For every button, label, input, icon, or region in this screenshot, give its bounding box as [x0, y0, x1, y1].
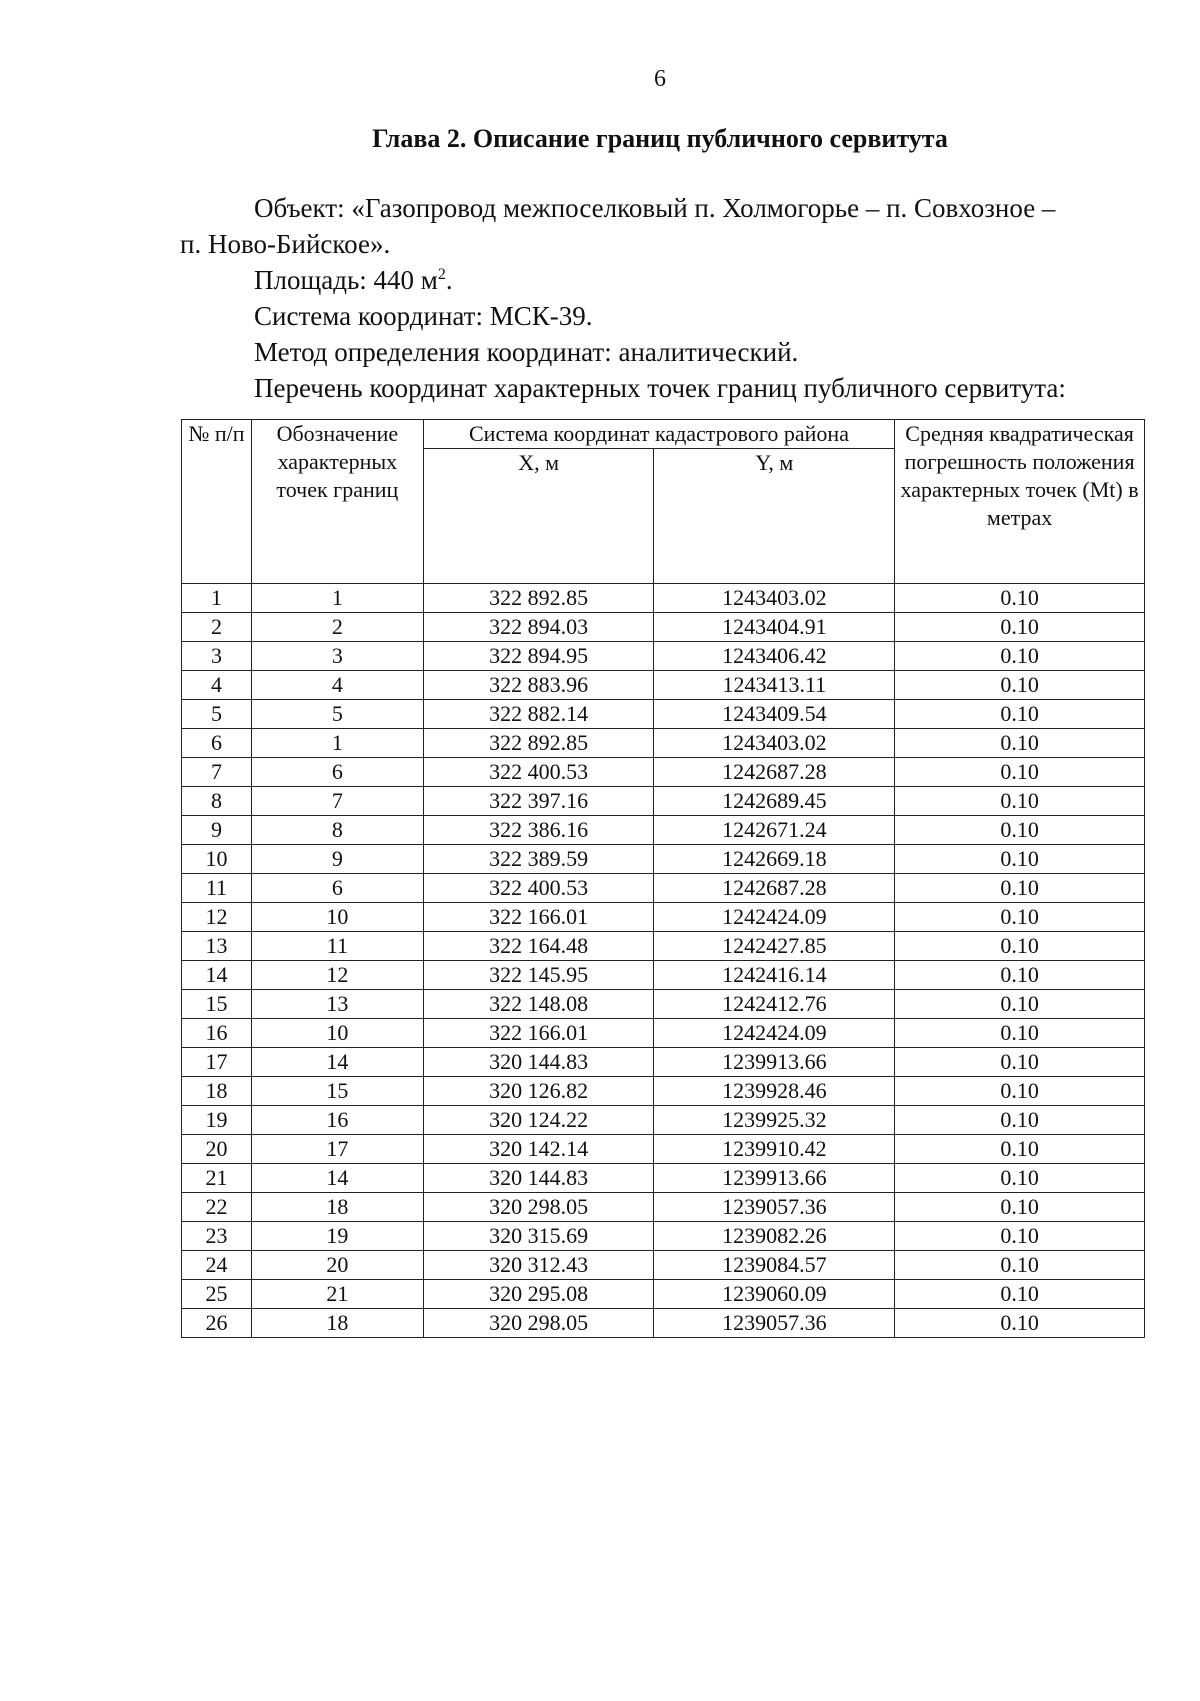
cell-x: 322 166.01: [423, 903, 654, 932]
coord-system-line: Система координат: МСК-39.: [254, 301, 593, 331]
cell-point: 5: [251, 700, 423, 729]
area-unit-superscript: 2: [437, 266, 446, 283]
table-row: [182, 671, 1145, 700]
cell-point: 9: [251, 845, 423, 874]
cell-mt: 0.10: [895, 874, 1145, 903]
cell-y: 1242689.45: [654, 787, 895, 816]
cell-x: 322 389.59: [423, 845, 654, 874]
area-line: [180, 262, 1112, 298]
cell-y: 1243406.42: [654, 642, 895, 671]
cell-y: 1242424.09: [654, 903, 895, 932]
cell-num: 26: [182, 1309, 252, 1338]
coordinates-table: [181, 419, 1145, 1338]
cell-x: 320 126.82: [423, 1077, 654, 1106]
table-row: [182, 700, 1145, 729]
cell-mt: 0.10: [895, 729, 1145, 758]
cell-y: 1242687.28: [654, 758, 895, 787]
cell-num: 10: [182, 845, 252, 874]
table-row: [182, 816, 1145, 845]
cell-point: 1: [251, 584, 423, 613]
header-num: № п/п: [182, 420, 252, 584]
cell-num: 23: [182, 1222, 252, 1251]
page-number: 6: [654, 66, 666, 92]
cell-x: 322 400.53: [423, 874, 654, 903]
cell-x: 322 164.48: [423, 932, 654, 961]
table-row: [182, 1077, 1145, 1106]
cell-x: 322 386.16: [423, 816, 654, 845]
table-row: [182, 1135, 1145, 1164]
cell-point: 20: [251, 1251, 423, 1280]
table-row: [182, 1222, 1145, 1251]
cell-num: 5: [182, 700, 252, 729]
table-row: [182, 613, 1145, 642]
cell-num: 20: [182, 1135, 252, 1164]
cell-x: 320 295.08: [423, 1280, 654, 1309]
cell-point: 18: [251, 1193, 423, 1222]
cell-mt: 0.10: [895, 787, 1145, 816]
table-row: [182, 584, 1145, 613]
cell-num: 15: [182, 990, 252, 1019]
cell-y: 1242687.28: [654, 874, 895, 903]
header-coord-group: Система координат кадастрового района: [423, 420, 894, 449]
cell-mt: 0.10: [895, 1048, 1145, 1077]
cell-x: 320 315.69: [423, 1222, 654, 1251]
cell-y: 1242424.09: [654, 1019, 895, 1048]
list-heading: Перечень координат характерных точек границ публичного сервитута:: [254, 373, 1066, 403]
cell-num: 21: [182, 1164, 252, 1193]
cell-x: 322 894.95: [423, 642, 654, 671]
cell-y: 1239925.32: [654, 1106, 895, 1135]
cell-point: 19: [251, 1222, 423, 1251]
cell-num: 17: [182, 1048, 252, 1077]
cell-num: 9: [182, 816, 252, 845]
cell-x: 322 400.53: [423, 758, 654, 787]
cell-y: 1242671.24: [654, 816, 895, 845]
object-line-2: п. Ново-Бийское».: [180, 229, 391, 259]
cell-y: 1239928.46: [654, 1077, 895, 1106]
cell-mt: 0.10: [895, 584, 1145, 613]
cell-num: 14: [182, 961, 252, 990]
page-title: Глава 2. Описание границ публичного сервитута: [372, 124, 948, 153]
cell-num: 11: [182, 874, 252, 903]
cell-num: 25: [182, 1280, 252, 1309]
area-tail: .: [445, 265, 453, 295]
cell-x: 320 298.05: [423, 1309, 654, 1338]
table-row: [182, 961, 1145, 990]
cell-mt: 0.10: [895, 671, 1145, 700]
cell-mt: 0.10: [895, 1077, 1145, 1106]
cell-num: 1: [182, 584, 252, 613]
table-body: [182, 584, 1145, 1338]
table-row: [182, 1251, 1145, 1280]
cell-point: 14: [251, 1048, 423, 1077]
cell-y: 1239910.42: [654, 1135, 895, 1164]
table-row: [182, 1048, 1145, 1077]
table-row: [182, 1019, 1145, 1048]
cell-num: 4: [182, 671, 252, 700]
cell-mt: 0.10: [895, 816, 1145, 845]
cell-x: 322 397.16: [423, 787, 654, 816]
cell-mt: 0.10: [895, 1106, 1145, 1135]
table-row: [182, 932, 1145, 961]
intro-block: [180, 190, 1112, 406]
area-label: Площадь: 440 м: [254, 265, 438, 295]
cell-mt: 0.10: [895, 845, 1145, 874]
cell-x: 322 892.85: [423, 729, 654, 758]
cell-x: 320 298.05: [423, 1193, 654, 1222]
cell-mt: 0.10: [895, 642, 1145, 671]
cell-point: 10: [251, 1019, 423, 1048]
header-x: X, м: [423, 449, 654, 584]
table-row: [182, 1164, 1145, 1193]
cell-mt: 0.10: [895, 1164, 1145, 1193]
header-error: Средняя квадратическая погрешность положения характерных точек (Mt) в метрах: [895, 420, 1145, 584]
cell-y: 1239084.57: [654, 1251, 895, 1280]
cell-mt: 0.10: [895, 990, 1145, 1019]
cell-x: 322 166.01: [423, 1019, 654, 1048]
cell-mt: 0.10: [895, 903, 1145, 932]
cell-num: 7: [182, 758, 252, 787]
cell-num: 19: [182, 1106, 252, 1135]
cell-point: 6: [251, 758, 423, 787]
cell-point: 12: [251, 961, 423, 990]
cell-point: 4: [251, 671, 423, 700]
table-row: [182, 787, 1145, 816]
cell-x: 320 312.43: [423, 1251, 654, 1280]
cell-y: 1239082.26: [654, 1222, 895, 1251]
cell-x: 322 145.95: [423, 961, 654, 990]
header-designation: Обозначение характерных точек границ: [251, 420, 423, 584]
cell-mt: 0.10: [895, 932, 1145, 961]
cell-mt: 0.10: [895, 758, 1145, 787]
header-y: Y, м: [654, 449, 895, 584]
cell-num: 22: [182, 1193, 252, 1222]
cell-mt: 0.10: [895, 1280, 1145, 1309]
cell-mt: 0.10: [895, 700, 1145, 729]
cell-num: 12: [182, 903, 252, 932]
cell-x: 320 142.14: [423, 1135, 654, 1164]
cell-point: 16: [251, 1106, 423, 1135]
table-row: [182, 874, 1145, 903]
cell-y: 1243409.54: [654, 700, 895, 729]
cell-y: 1239057.36: [654, 1193, 895, 1222]
cell-y: 1243403.02: [654, 584, 895, 613]
cell-x: 322 148.08: [423, 990, 654, 1019]
cell-y: 1242427.85: [654, 932, 895, 961]
cell-x: 322 892.85: [423, 584, 654, 613]
cell-x: 322 883.96: [423, 671, 654, 700]
table-row: [182, 1193, 1145, 1222]
cell-num: 2: [182, 613, 252, 642]
cell-y: 1242412.76: [654, 990, 895, 1019]
cell-point: 18: [251, 1309, 423, 1338]
cell-point: 14: [251, 1164, 423, 1193]
table-row: [182, 729, 1145, 758]
cell-y: 1242416.14: [654, 961, 895, 990]
cell-num: 18: [182, 1077, 252, 1106]
cell-num: 13: [182, 932, 252, 961]
table-row: [182, 642, 1145, 671]
cell-point: 6: [251, 874, 423, 903]
method-line: Метод определения координат: аналитический.: [254, 337, 799, 367]
cell-y: 1239913.66: [654, 1164, 895, 1193]
table-row: [182, 903, 1145, 932]
cell-y: 1242669.18: [654, 845, 895, 874]
table-row: [182, 1309, 1145, 1338]
cell-y: 1243413.11: [654, 671, 895, 700]
table-row: [182, 1106, 1145, 1135]
cell-point: 1: [251, 729, 423, 758]
cell-num: 8: [182, 787, 252, 816]
cell-point: 10: [251, 903, 423, 932]
cell-mt: 0.10: [895, 1135, 1145, 1164]
cell-point: 2: [251, 613, 423, 642]
cell-mt: 0.10: [895, 1251, 1145, 1280]
cell-point: 11: [251, 932, 423, 961]
cell-x: 320 144.83: [423, 1164, 654, 1193]
cell-x: 320 124.22: [423, 1106, 654, 1135]
cell-x: 320 144.83: [423, 1048, 654, 1077]
cell-num: 6: [182, 729, 252, 758]
cell-y: 1243403.02: [654, 729, 895, 758]
cell-point: 17: [251, 1135, 423, 1164]
cell-num: 3: [182, 642, 252, 671]
cell-mt: 0.10: [895, 1222, 1145, 1251]
cell-mt: 0.10: [895, 613, 1145, 642]
cell-point: 13: [251, 990, 423, 1019]
cell-y: 1243404.91: [654, 613, 895, 642]
cell-point: 15: [251, 1077, 423, 1106]
cell-num: 24: [182, 1251, 252, 1280]
cell-x: 322 894.03: [423, 613, 654, 642]
cell-point: 8: [251, 816, 423, 845]
cell-mt: 0.10: [895, 1309, 1145, 1338]
table-row: [182, 1280, 1145, 1309]
cell-y: 1239913.66: [654, 1048, 895, 1077]
table-row: [182, 845, 1145, 874]
object-line-1: Объект: «Газопровод межпоселковый п. Холмогорье – п. Совхозное –: [254, 193, 1056, 223]
cell-mt: 0.10: [895, 1193, 1145, 1222]
table-row: [182, 990, 1145, 1019]
cell-mt: 0.10: [895, 1019, 1145, 1048]
cell-x: 322 882.14: [423, 700, 654, 729]
table-row: [182, 758, 1145, 787]
cell-y: 1239060.09: [654, 1280, 895, 1309]
cell-point: 21: [251, 1280, 423, 1309]
cell-mt: 0.10: [895, 961, 1145, 990]
cell-point: 7: [251, 787, 423, 816]
cell-y: 1239057.36: [654, 1309, 895, 1338]
cell-num: 16: [182, 1019, 252, 1048]
cell-point: 3: [251, 642, 423, 671]
